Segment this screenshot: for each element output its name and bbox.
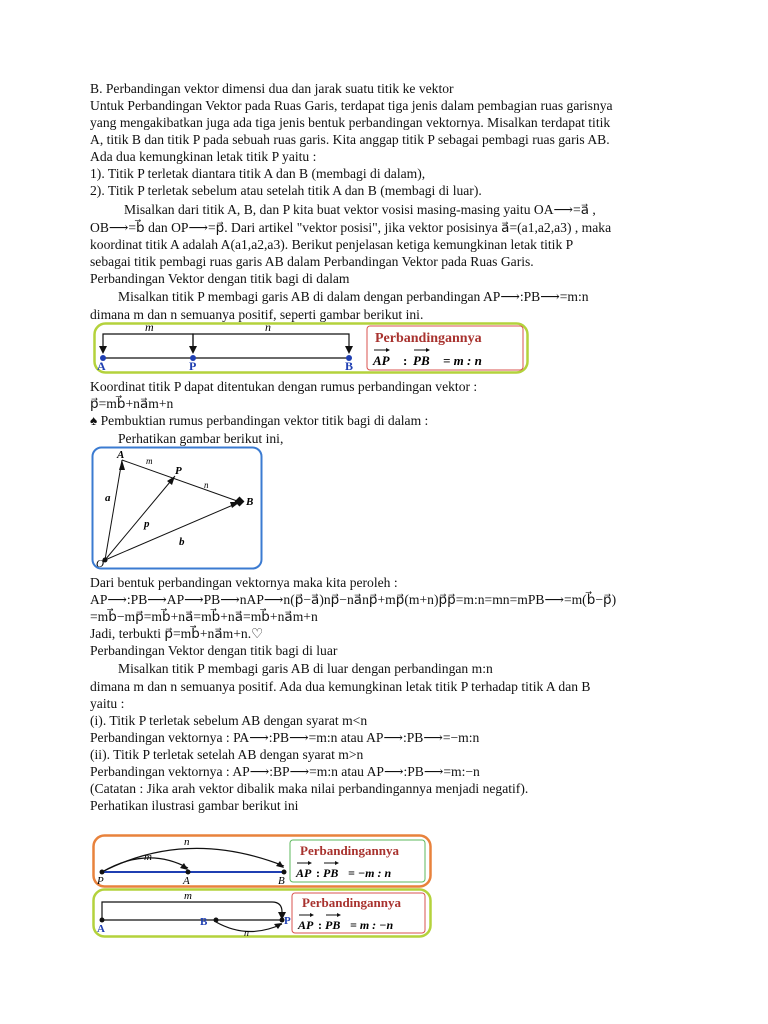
paragraph-line: sebagai titik pembagi ruas garis AB dalam Perbandingan Vektor pada Ruas Garis. <box>90 254 534 269</box>
paragraph-line: Untuk Perbandingan Vektor pada Ruas Garis, terdapat tiga jenis dalam pembagian ruas garisnya <box>90 98 613 113</box>
formula-sep: : <box>316 866 320 880</box>
paragraph-line: Perhatikan ilustrasi gambar berikut ini <box>90 798 299 813</box>
paragraph-line: A, titik B dan titik P pada sebuah ruas garis. Kita anggap titik P sebagai pembagi ruas garis AB. <box>90 132 610 147</box>
figure-vector-triangle <box>91 446 263 570</box>
label-n: n <box>204 480 209 490</box>
paragraph-line: yaitu : <box>90 696 125 711</box>
label-origin: O <box>96 558 104 570</box>
formula-line: =mb⃗−mp⃗=mb⃗+na⃗=mb⃗+na⃗=mb⃗+na⃗m+n <box>90 609 318 624</box>
formula-left: AP <box>373 353 390 368</box>
list-item: 1). Titik P terletak diantara titik A dan B (membagi di dalam), <box>90 166 426 181</box>
paragraph-line: koordinat titik A adalah A(a1,a2,a3). Berikut penjelasan ketiga kemungkinan letak titik P <box>90 237 574 252</box>
paragraph-line: Perbandingan vektornya : PA⟶:PB⟶=m:n atau AP⟶:PB⟶=−m:n <box>90 730 480 745</box>
result-title: Perbandingannya <box>302 895 401 910</box>
subheading: Perbandingan Vektor dengan titik bagi di luar <box>90 643 338 658</box>
list-item: 2). Titik P terletak sebelum atau setelah titik A dan B (membagi di luar). <box>90 183 482 198</box>
paragraph-line: Koordinat titik P dapat ditentukan dengan rumus perbandingan vektor : <box>90 379 478 394</box>
formula-sep: : <box>403 353 408 368</box>
formula-right: PB <box>325 918 341 932</box>
label-n: n <box>265 322 271 334</box>
paragraph-line: dimana m dan n semuanya positif, seperti gambar berikut ini. <box>90 307 424 322</box>
label-b-point: B <box>246 496 254 508</box>
label-p: P <box>284 915 291 927</box>
paragraph-line: Perhatikan gambar berikut ini, <box>118 431 284 446</box>
label-vec-b: b <box>179 536 185 548</box>
paragraph-line: OB⟶=b⃗ dan OP⟶=p⃗. Dari artikel "vektor posisi", jika vektor posisinya a⃗=(a1,a2,a3) , maka <box>90 220 612 235</box>
paragraph-line: Misalkan titik P membagi garis AB di dalam dengan perbandingan AP⟶:PB⟶=m:n <box>118 289 589 304</box>
label-m: m <box>184 890 192 902</box>
result-title: Perbandingannya <box>375 331 482 346</box>
formula-line: p⃗=mb⃗+na⃗m+n <box>90 396 174 411</box>
formula-rhs: = m : n <box>443 353 482 368</box>
label-b: B <box>200 916 208 928</box>
list-item: (i). Titik P terletak sebelum AB dengan syarat m<n <box>90 713 368 728</box>
label-b: B <box>278 875 285 887</box>
conclusion-line: Jadi, terbukti p⃗=mb⃗+na⃗m+n.♡ <box>90 626 264 641</box>
section-heading: B. Perbandingan vektor dimensi dua dan jarak suatu titik ke vektor <box>90 81 454 96</box>
figure-internal-division <box>93 322 529 374</box>
paragraph-line: Dari bentuk perbandingan vektornya maka kita peroleh : <box>90 575 398 590</box>
label-n: n <box>244 928 249 938</box>
paragraph-line: Misalkan titik P membagi garis AB di luar dengan perbandingan m:n <box>118 661 493 676</box>
paragraph-line: Ada dua kemungkinan letak titik P yaitu : <box>90 149 317 164</box>
formula-left: AP <box>296 866 312 880</box>
formula-rhs: = m : −n <box>350 918 394 932</box>
result-title: Perbandingannya <box>300 843 399 858</box>
paragraph-line: Perbandingan vektornya : AP⟶:BP⟶=m:n atau AP⟶:PB⟶=m:−n <box>90 764 480 779</box>
label-b: B <box>345 359 354 373</box>
list-item: (ii). Titik P terletak setelah AB dengan syarat m>n <box>90 747 364 762</box>
formula-rhs: = −m : n <box>348 866 392 880</box>
label-a: A <box>183 875 190 887</box>
paragraph-line: yang mengakibatkan juga ada tiga jenis bentuk perbandingan vektornya. Misalkan terdapat titik <box>90 115 611 130</box>
label-a-point: A <box>117 449 125 461</box>
formula-line: AP⟶:PB⟶AP⟶PB⟶nAP⟶n(p⃗−a⃗)np⃗−na⃗np⃗+mp⃗(m+n)p⃗p⃗=m:n=mn=mPB⟶=m(b⃗−p⃗) <box>90 592 617 607</box>
label-m: m <box>146 456 153 466</box>
formula-left: AP <box>298 918 314 932</box>
paragraph-line: ♠ Pembuktian rumus perbandingan vektor titik bagi di dalam : <box>90 413 429 428</box>
formula-right: PB <box>413 353 430 368</box>
label-p: P <box>97 875 104 887</box>
label-m: m <box>144 851 152 863</box>
subheading: Perbandingan Vektor dengan titik bagi di dalam <box>90 271 350 286</box>
label-m: m <box>145 322 154 334</box>
paragraph-line: Misalkan dari titik A, B, dan P kita buat vektor vosisi masing-masing yaitu OA⟶=a⃗ , <box>124 202 596 217</box>
label-p: P <box>189 359 197 373</box>
figure-external-before <box>92 834 432 888</box>
paragraph-line: dimana m dan n semuanya positif. Ada dua kemungkinan letak titik P terhadap titik A dan B <box>90 679 591 694</box>
label-a: A <box>97 359 106 373</box>
label-vec-a: a <box>105 492 111 504</box>
label-n: n <box>184 836 190 848</box>
label-vec-p: p <box>144 518 150 530</box>
label-p-point: P <box>175 465 182 477</box>
label-a: A <box>97 923 105 935</box>
formula-sep: : <box>318 918 322 932</box>
note-line: (Catatan : Jika arah vektor dibalik maka nilai perbandingannya menjadi negatif). <box>90 781 529 796</box>
figure-external-after <box>92 888 432 938</box>
formula-right: PB <box>323 866 339 880</box>
